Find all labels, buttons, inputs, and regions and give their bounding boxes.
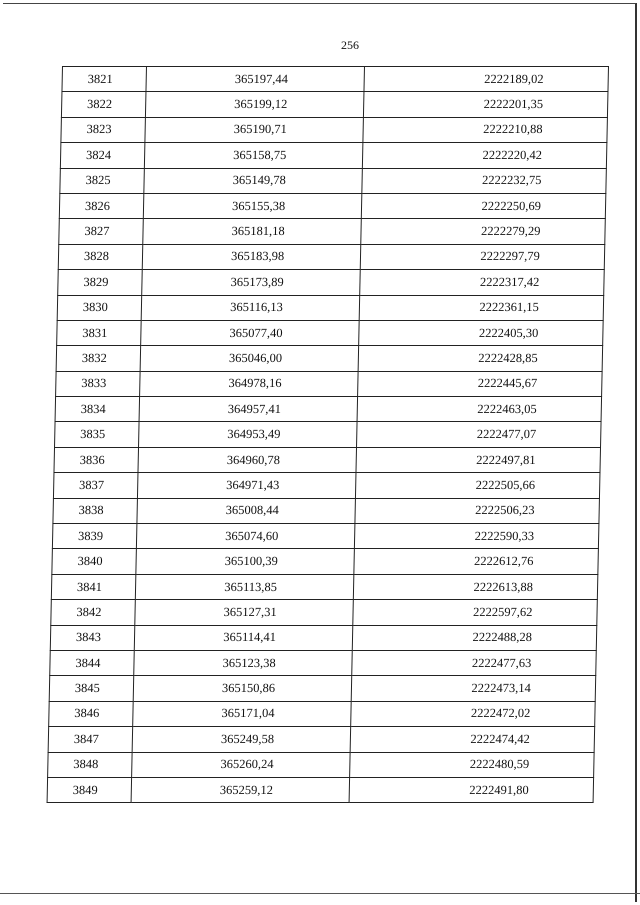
point-number-cell: 3841 (51, 574, 135, 599)
x-coordinate-cell: 365116,13 (141, 295, 360, 320)
x-coordinate-cell: 365123,38 (134, 650, 353, 675)
point-number-cell: 3846 (49, 701, 133, 726)
x-coordinate-cell: 365181,18 (143, 219, 362, 244)
y-coordinate-cell: 2222612,76 (354, 549, 598, 574)
point-number-cell: 3837 (53, 473, 137, 498)
table-row (48, 727, 595, 752)
table-row (59, 219, 606, 244)
x-coordinate-cell: 365260,24 (131, 752, 350, 777)
x-coordinate-cell: 365183,98 (142, 244, 361, 269)
table-row (49, 676, 596, 701)
y-coordinate-cell: 2222361,15 (360, 295, 604, 320)
x-coordinate-cell: 365074,60 (136, 524, 355, 549)
point-number-cell: 3821 (62, 67, 146, 92)
y-coordinate-cell: 2222480,59 (350, 752, 594, 777)
table-row (61, 92, 608, 117)
table-row (51, 600, 598, 625)
x-coordinate-cell: 364978,16 (139, 371, 358, 396)
x-coordinate-cell: 365158,75 (144, 143, 363, 168)
coordinates-table-body (47, 67, 608, 803)
x-coordinate-cell: 365190,71 (145, 117, 364, 142)
page-bottom-divider (0, 893, 640, 894)
table-row (62, 67, 609, 92)
y-coordinate-cell: 2222232,75 (362, 168, 606, 193)
x-coordinate-cell: 364953,49 (138, 422, 357, 447)
y-coordinate-cell: 2222210,88 (363, 117, 607, 142)
point-number-cell: 3849 (47, 777, 131, 802)
point-number-cell: 3847 (48, 727, 132, 752)
point-number-cell: 3828 (58, 244, 142, 269)
point-number-cell: 3831 (57, 320, 141, 345)
x-coordinate-cell: 365259,12 (131, 777, 350, 802)
x-coordinate-cell: 365155,38 (143, 193, 362, 218)
y-coordinate-cell: 2222491,80 (349, 777, 593, 802)
y-coordinate-cell: 2222473,14 (352, 676, 596, 701)
table-row (53, 473, 600, 498)
table-row (50, 650, 597, 675)
y-coordinate-cell: 2222189,02 (364, 67, 608, 92)
y-coordinate-cell: 2222297,79 (361, 244, 605, 269)
point-number-cell: 3844 (50, 650, 134, 675)
y-coordinate-cell: 2222477,63 (352, 650, 596, 675)
point-number-cell: 3824 (60, 143, 144, 168)
x-coordinate-cell: 365199,12 (145, 92, 364, 117)
y-coordinate-cell: 2222474,42 (351, 727, 595, 752)
y-coordinate-cell: 2222201,35 (364, 92, 608, 117)
point-number-cell: 3839 (52, 524, 136, 549)
table-row (57, 295, 604, 320)
table-row (60, 168, 607, 193)
point-number-cell: 3842 (51, 600, 135, 625)
y-coordinate-cell: 2222590,33 (355, 524, 599, 549)
table-row (48, 752, 595, 777)
point-number-cell: 3835 (55, 422, 139, 447)
point-number-cell: 3830 (57, 295, 141, 320)
table-row (56, 371, 603, 396)
table-row (60, 143, 607, 168)
point-number-cell: 3822 (61, 92, 145, 117)
point-number-cell: 3827 (59, 219, 143, 244)
table-row (55, 397, 602, 422)
y-coordinate-cell: 2222445,67 (358, 371, 602, 396)
y-coordinate-cell: 2222279,29 (361, 219, 605, 244)
table-row (55, 422, 602, 447)
point-number-cell: 3845 (49, 676, 133, 701)
point-number-cell: 3823 (61, 117, 145, 142)
x-coordinate-cell: 365149,78 (144, 168, 363, 193)
x-coordinate-cell: 365249,58 (132, 727, 351, 752)
point-number-cell: 3829 (58, 270, 142, 295)
table-row (61, 117, 608, 142)
table-row (49, 701, 596, 726)
y-coordinate-cell: 2222477,07 (357, 422, 601, 447)
point-number-cell: 3840 (52, 549, 136, 574)
table-row (54, 447, 601, 472)
x-coordinate-cell: 365127,31 (135, 600, 354, 625)
table-row (52, 524, 599, 549)
y-coordinate-cell: 2222428,85 (358, 346, 602, 371)
table-row (53, 498, 600, 523)
y-coordinate-cell: 2222488,28 (353, 625, 597, 650)
y-coordinate-cell: 2222463,05 (357, 397, 601, 422)
y-coordinate-cell: 2222613,88 (354, 574, 598, 599)
x-coordinate-cell: 365197,44 (146, 67, 365, 92)
table-row (50, 625, 597, 650)
x-coordinate-cell: 365173,89 (142, 270, 361, 295)
y-coordinate-cell: 2222405,30 (359, 320, 603, 345)
point-number-cell: 3838 (53, 498, 137, 523)
y-coordinate-cell: 2222250,69 (362, 193, 606, 218)
y-coordinate-cell: 2222317,42 (360, 270, 604, 295)
y-coordinate-cell: 2222597,62 (353, 600, 597, 625)
x-coordinate-cell: 364957,41 (139, 397, 358, 422)
table-row (59, 193, 606, 218)
x-coordinate-cell: 365150,86 (133, 676, 352, 701)
point-number-cell: 3843 (50, 625, 134, 650)
point-number-cell: 3832 (56, 346, 140, 371)
page-number: 256 (341, 38, 359, 52)
y-coordinate-cell: 2222220,42 (363, 143, 607, 168)
y-coordinate-cell: 2222505,66 (356, 473, 600, 498)
coordinates-table (47, 66, 609, 803)
point-number-cell: 3848 (48, 752, 132, 777)
x-coordinate-cell: 365008,44 (137, 498, 356, 523)
table-row (51, 574, 598, 599)
x-coordinate-cell: 364960,78 (138, 447, 357, 472)
x-coordinate-cell: 365171,04 (133, 701, 352, 726)
table-row (47, 777, 594, 802)
point-number-cell: 3834 (55, 397, 139, 422)
x-coordinate-cell: 365046,00 (140, 346, 359, 371)
point-number-cell: 3836 (54, 447, 138, 472)
x-coordinate-cell: 365114,41 (134, 625, 353, 650)
y-coordinate-cell: 2222506,23 (355, 498, 599, 523)
table-row (58, 244, 605, 269)
x-coordinate-cell: 365077,40 (140, 320, 359, 345)
x-coordinate-cell: 364971,43 (137, 473, 356, 498)
x-coordinate-cell: 365100,39 (136, 549, 355, 574)
point-number-cell: 3825 (60, 168, 144, 193)
table-row (52, 549, 599, 574)
table-row (57, 320, 604, 345)
point-number-cell: 3826 (59, 193, 143, 218)
y-coordinate-cell: 2222472,02 (351, 701, 595, 726)
point-number-cell: 3833 (56, 371, 140, 396)
x-coordinate-cell: 365113,85 (135, 574, 354, 599)
table-row (58, 270, 605, 295)
y-coordinate-cell: 2222497,81 (356, 447, 600, 472)
table-row (56, 346, 603, 371)
